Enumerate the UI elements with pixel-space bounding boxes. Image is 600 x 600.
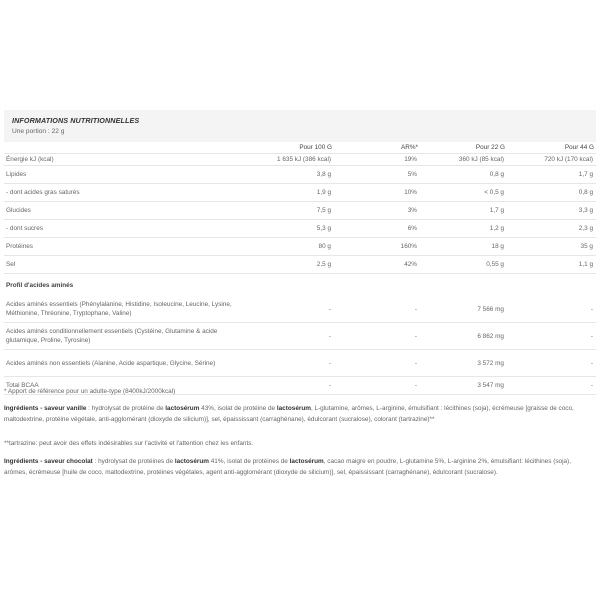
cell-value: - (507, 350, 596, 377)
cell-value: 3 572 mg (420, 350, 507, 377)
allergen-highlight: lactosérum (289, 458, 324, 465)
row-label: Acides aminés non essentiels (Alanine, Acide aspartique, Glycine, Sérine) (4, 350, 239, 377)
cell-value: 3,3 g (507, 202, 596, 220)
cell-value: - (507, 296, 596, 323)
table-row (4, 154, 596, 166)
cell-value: 7 566 mg (420, 296, 507, 323)
ingredients-chocolate (4, 456, 594, 478)
row-label: - dont sucres (4, 220, 239, 238)
vanilla-text: 43%, isolat de protéine de (199, 405, 277, 412)
row-label: Énergie kJ (kcal) (4, 154, 239, 166)
row-label: Glucides (4, 202, 239, 220)
cell-value: 18 g (420, 238, 507, 256)
cell-value: 35 g (507, 238, 596, 256)
amino-section-title: Profil d'acides aminés (6, 281, 74, 289)
nutrition-table (4, 141, 596, 395)
cell-value: 7,5 g (239, 202, 334, 220)
allergen-highlight: lactosérum (276, 405, 311, 412)
ingredients-vanilla (4, 403, 594, 425)
nutrition-header (4, 110, 596, 142)
tartrazine-note: **tartrazine: peut avoir des effets indésirables sur l'activité et l'attention chez les enfants. (4, 440, 254, 447)
cell-value: - (239, 350, 334, 377)
cell-value: 3,8 g (239, 166, 334, 184)
cell-value: 0,8 g (420, 166, 507, 184)
cell-value: - (507, 323, 596, 350)
cell-value: 0,55 g (420, 256, 507, 274)
table-row (4, 238, 596, 256)
cell-value: 160% (334, 238, 420, 256)
cell-value: 360 kJ (85 kcal) (420, 154, 507, 166)
cell-value: - (239, 323, 334, 350)
cell-value: 1,2 g (420, 220, 507, 238)
table-row (4, 256, 596, 274)
allergen-highlight: lactosérum (174, 458, 209, 465)
portion-size: Une portion : 22 g (12, 128, 65, 135)
row-label: Acides aminés conditionnellement essentiels (Cystéine, Glutamine & acide glutamique, Proline, Tyrosine) (4, 323, 239, 350)
table-row (4, 184, 596, 202)
chocolate-text: , cacao maigre en poudre, L-glutamine 5%, L-arginine 2%, émulsifiant: lécithines (soja), arômes, écrémeuse [huile de coco, maltodextrine, protéines végétales, agent anti-agglomérant (dioxyde de silicium)], sel, épaississant (carraghénane), édulcorant (sucralose). (4, 458, 571, 476)
cell-value: - (334, 377, 420, 395)
cell-value: 6% (334, 220, 420, 238)
cell-value: 1,7 g (420, 202, 507, 220)
cell-value: - (507, 377, 596, 395)
amino-section-row (4, 274, 596, 297)
cell-value: 1 635 kJ (386 kcal) (239, 154, 334, 166)
reference-footnote: * Apport de référence pour un adulte-type (8400kJ/2000kcal) (4, 388, 176, 395)
table-row (4, 202, 596, 220)
row-label: Total BCAA (4, 377, 239, 395)
cell-value: - (334, 296, 420, 323)
row-label: Sel (4, 256, 239, 274)
column-header: Pour 22 G (420, 141, 507, 154)
chocolate-text: : hydrolysat de protéines de (92, 458, 175, 465)
row-label: Lipides (4, 166, 239, 184)
cell-value: - (239, 377, 334, 395)
table-row (4, 220, 596, 238)
vanilla-label: Ingrédients - saveur vanille (4, 405, 87, 412)
row-label: Acides aminés essentiels (Phénylalanine, Histidine, Isoleucine, Leucine, Lysine, Méthionine, Thréonine, Tryptophane, Valine) (4, 296, 239, 323)
column-header: AR%* (334, 141, 420, 154)
nutrition-title: INFORMATIONS NUTRITIONNELLES (12, 116, 140, 125)
cell-value: - (334, 323, 420, 350)
table-row (4, 350, 596, 377)
cell-value: < 0,5 g (420, 184, 507, 202)
table-header-row (4, 141, 596, 154)
table-row (4, 323, 596, 350)
cell-value: - (334, 350, 420, 377)
allergen-highlight: lactosérum (165, 405, 200, 412)
cell-value: 720 kJ (170 kcal) (507, 154, 596, 166)
cell-value: 5,3 g (239, 220, 334, 238)
row-label: - dont acides gras saturés (4, 184, 239, 202)
cell-value: 5% (334, 166, 420, 184)
cell-value: - (239, 296, 334, 323)
cell-value: 3 547 mg (420, 377, 507, 395)
cell-value: 2,3 g (507, 220, 596, 238)
cell-value: 1,7 g (507, 166, 596, 184)
vanilla-text: : hydrolysat de protéine de (86, 405, 166, 412)
chocolate-label: Ingrédients - saveur chocolat (4, 458, 93, 465)
column-header: Pour 100 G (239, 141, 334, 154)
column-header: Pour 44 G (507, 141, 596, 154)
chocolate-text: 41%, isolat de protéines de (208, 458, 290, 465)
cell-value: 0,8 g (507, 184, 596, 202)
cell-value: 42% (334, 256, 420, 274)
cell-value: 6 862 mg (420, 323, 507, 350)
cell-value: 3% (334, 202, 420, 220)
row-label: Protéines (4, 238, 239, 256)
table-row (4, 296, 596, 323)
cell-value: 2,5 g (239, 256, 334, 274)
cell-value: 80 g (239, 238, 334, 256)
cell-value: 10% (334, 184, 420, 202)
column-header (4, 141, 239, 154)
cell-value: 1,1 g (507, 256, 596, 274)
vanilla-text: , L-glutamine, arômes, L-arginine, émulsifiant : lécithines (soja), écrémeuse [graisse de coco, maltodextrine, protéine végétale, anti-agglomérant (dioxyde de silicium)], sel, épaississant (carraghénane), édulcorant (sucralose), colorant (tartrazine)** (4, 405, 574, 423)
cell-value: 19% (334, 154, 420, 166)
cell-value: 1,9 g (239, 184, 334, 202)
table-row (4, 166, 596, 184)
